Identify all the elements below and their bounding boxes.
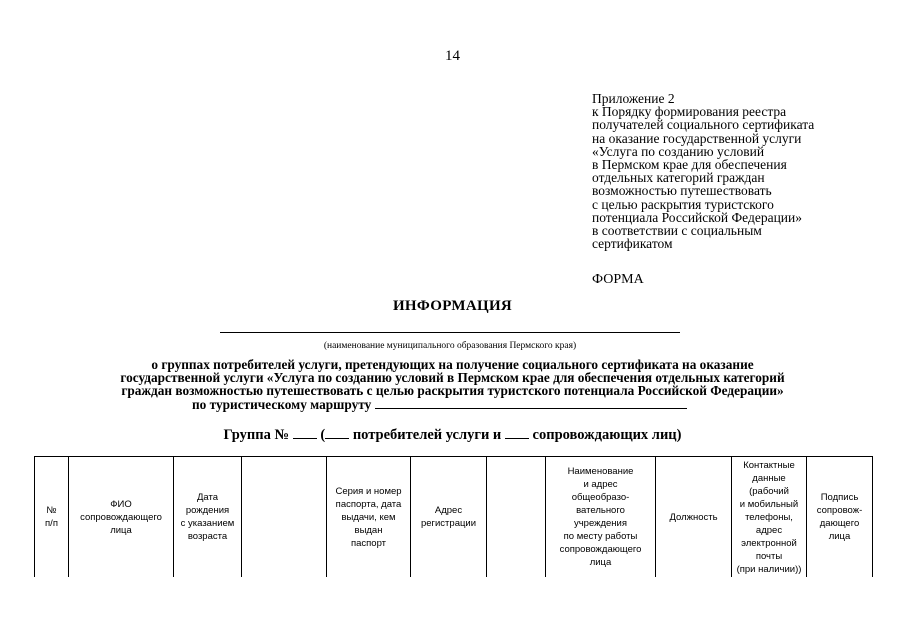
appendix-block — [592, 92, 892, 250]
route-label: по туристическому маршруту — [192, 396, 372, 412]
group-consumers-text: потребителей услуги и — [352, 427, 502, 443]
companions-count-blank — [505, 428, 529, 439]
column-empty — [242, 457, 327, 577]
consumers-count-blank — [325, 428, 349, 439]
appendix-line: получателей социального сертификата — [592, 117, 815, 133]
appendix-line: к Порядку формирования реестра — [592, 104, 787, 120]
column-empty — [487, 457, 546, 577]
appendix-line: сертификатом — [592, 236, 673, 252]
column-signature: Подпись сопровож- дающего лица — [807, 457, 873, 577]
column-registration-address: Адрес регистрации — [411, 457, 487, 577]
subtitle-line: государственной услуги «Услуга по созданию условий в Пермском крае для обеспечения отдельных категорий — [120, 370, 785, 386]
appendix-line: в Пермском крае для обеспечения — [592, 157, 787, 173]
column-contacts: Контактные данные (рабочий и мобильный телефоны, адрес электронной почты (при наличии)) — [732, 457, 807, 577]
column-birth-date: Дата рождения с указанием возраста — [174, 457, 242, 577]
document-title: ИНФОРМАЦИЯ — [392, 298, 513, 314]
subtitle-line: о группах потребителей услуги, претендующих на получение социального сертификата на оказание — [151, 357, 754, 372]
column-workplace: Наименование и адрес общеобразо- вательного учреждения по месту работы сопровождающего лица — [546, 457, 656, 577]
group-heading — [0, 427, 905, 444]
column-full-name: ФИО сопровождающего лица — [69, 457, 174, 577]
page-number: 14 — [445, 48, 460, 64]
route-row — [40, 398, 865, 411]
companions-table — [34, 456, 873, 577]
municipality-caption: (наименование муниципального образования Пермского края) — [323, 341, 577, 351]
appendix-line: потенциала Российской Федерации» — [592, 209, 802, 225]
group-prefix: Группа № — [223, 427, 290, 443]
form-label: ФОРМА — [592, 272, 644, 287]
municipality-fill-line — [220, 332, 680, 333]
route-fill-line — [375, 398, 687, 409]
appendix-line: Приложение 2 — [592, 91, 675, 106]
column-passport: Серия и номер паспорта, дата выдачи, кем выдан паспорт — [327, 457, 411, 577]
appendix-line: возможностью путешествовать — [592, 183, 772, 199]
group-companions-text: сопровождающих лиц) — [532, 427, 682, 443]
appendix-line: на оказание государственной услуги — [592, 130, 802, 146]
column-position: Должность — [656, 457, 732, 577]
appendix-line: в соответствии с социальным — [592, 223, 762, 239]
subtitle-block — [40, 358, 865, 411]
appendix-line: с целью раскрытия туристского — [592, 196, 774, 212]
appendix-line: «Услуга по созданию условий — [592, 143, 765, 159]
subtitle-line: граждан возможностью путешествовать с целью раскрытия туристского потенциала Российской Федерации» — [121, 383, 784, 399]
column-number: № п/п — [35, 457, 69, 577]
appendix-line: отдельных категорий граждан — [592, 170, 765, 186]
group-number-blank — [293, 428, 317, 439]
group-open-paren: ( — [320, 427, 326, 443]
